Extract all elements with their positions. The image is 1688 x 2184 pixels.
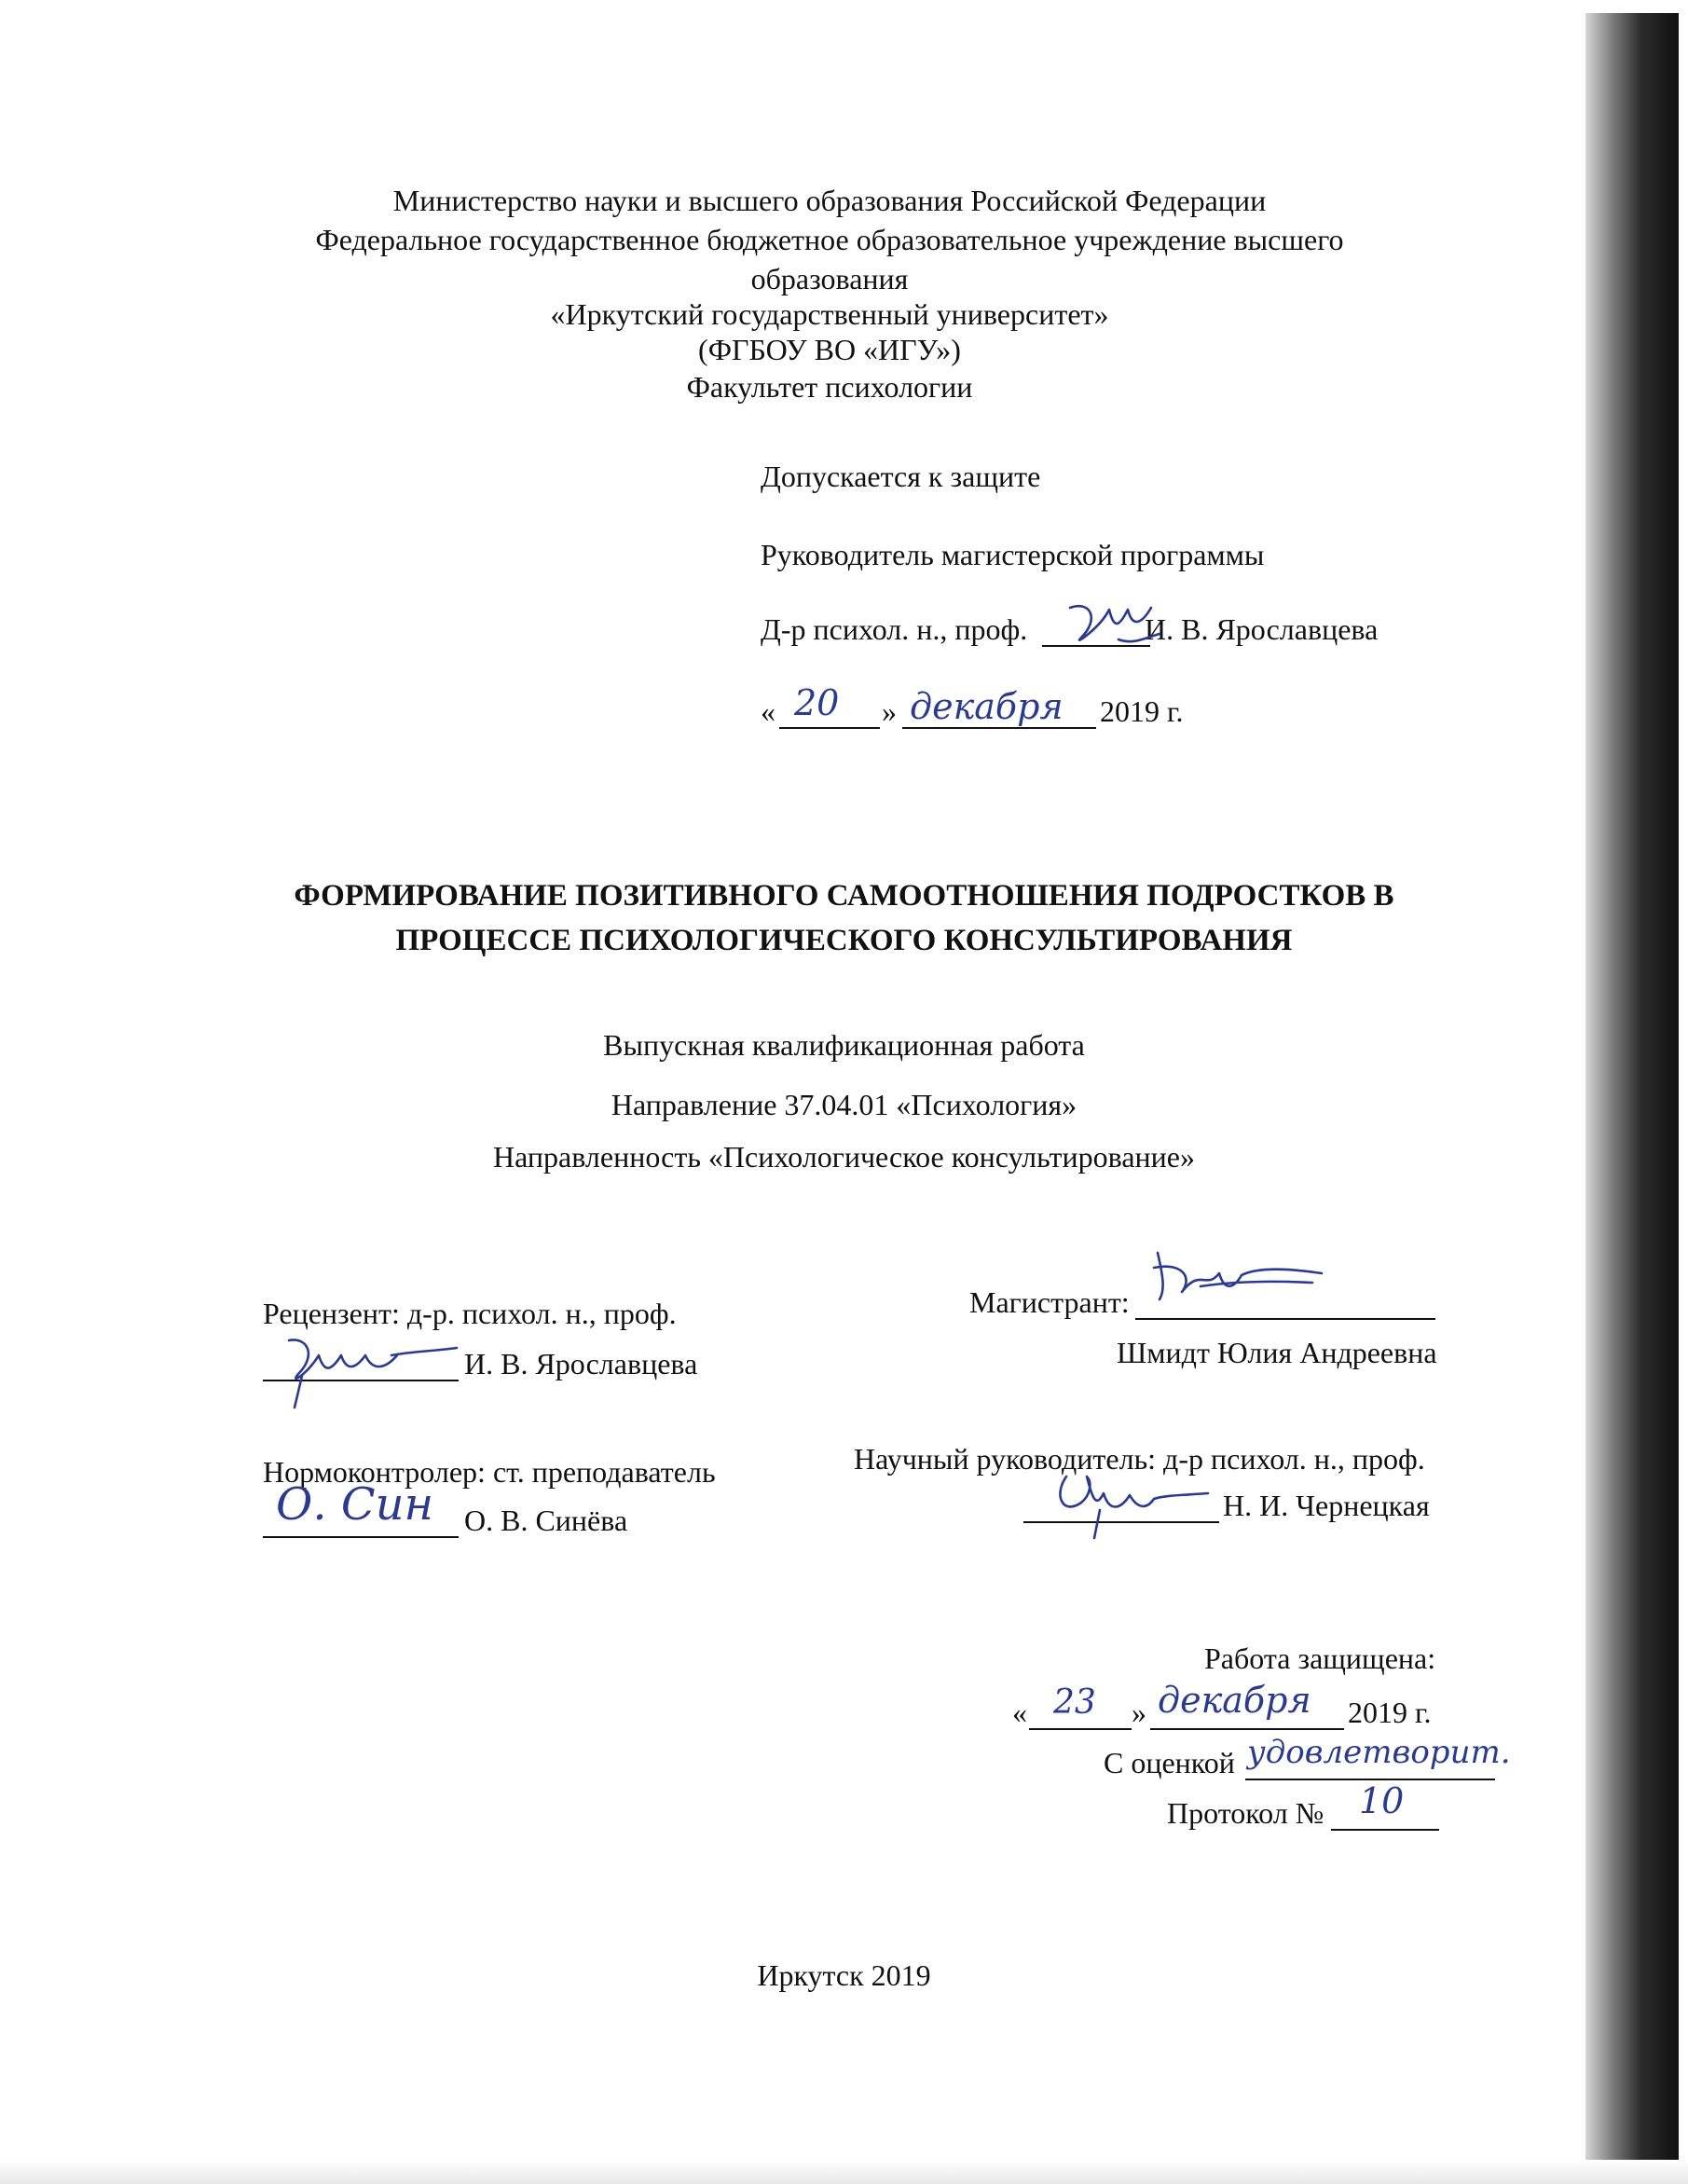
defense-month: декабря [1158,1680,1311,1721]
admission-day: 20 [794,682,840,723]
city-year: Иркутск 2019 [757,1958,931,1992]
protocol-number: 10 [1359,1780,1405,1821]
normcontrol-signature: О. Син [276,1478,434,1531]
admission-role: Руководитель магистерской программы [761,538,1265,571]
institution-line-2: образования [750,262,909,295]
university-name: «Иркутский государственный университет» [550,297,1109,331]
admission-year: 2019 г. [1100,694,1184,728]
supervisor-signature [1044,1458,1221,1542]
work-focus: Направленность «Психологическое консультирование» [493,1140,1195,1174]
reviewer-label: Рецензент: д-р. психол. н., проф. [263,1297,677,1330]
defense-day: 23 [1053,1683,1096,1722]
supervisor-name: Н. И. Чернецкая [1223,1489,1430,1522]
admission-signature [1063,591,1165,656]
thesis-title-line-1: ФОРМИРОВАНИЕ ПОЗИТИВНОГО САМООТНОШЕНИЯ ПОДРОСТКОВ В [294,879,1394,913]
normcontrol-name: О. В. Синёва [464,1504,628,1537]
defense-date-open-quote: « [1012,1696,1027,1729]
protocol-label: Протокол № [1167,1796,1324,1830]
admission-name: И. В. Ярославцева [1145,612,1379,646]
faculty: Факультет психологии [686,370,973,404]
student-label: Магистрант: [969,1285,1130,1319]
ministry-line: Министерство науки и высшего образования Российской Федерации [392,184,1267,217]
admission-label: Допускается к защите [761,460,1041,493]
student-name: Шмидт Юлия Андреевна [1117,1336,1437,1369]
university-abbr: (ФГБОУ ВО «ИГУ») [698,333,961,366]
defense-date-close-quote: » [1132,1696,1146,1729]
admission-month: декабря [910,686,1064,727]
reviewer-signature [270,1327,466,1411]
defense-label: Работа защищена: [1204,1641,1436,1675]
thesis-title-line-2: ПРОЦЕССЕ ПСИХОЛОГИЧЕСКОГО КОНСУЛЬТИРОВАНИЯ [395,924,1293,957]
admission-date-close-quote: » [882,694,897,728]
work-direction: Направление 37.04.01 «Психология» [611,1088,1077,1121]
supervisor-label: Научный руководитель: д-р психол. н., проф. [854,1442,1425,1476]
admission-date-open-quote: « [761,694,775,728]
grade-label: С оценкой [1104,1746,1235,1779]
work-type: Выпускная квалификационная работа [603,1028,1085,1062]
student-signature [1145,1240,1331,1309]
normcontrol-label: Нормоконтролер: ст. преподаватель [263,1455,716,1489]
defense-year: 2019 г. [1348,1696,1432,1729]
admission-degree: Д-р психол. н., проф. [761,612,1028,646]
scan-bottom-edge [0,2160,1688,2184]
institution-line: Федеральное государственное бюджетное образовательное учреждение высшего [315,223,1344,256]
grade-value: удовлетворит. [1247,1734,1511,1771]
reviewer-name: И. В. Ярославцева [464,1347,698,1380]
